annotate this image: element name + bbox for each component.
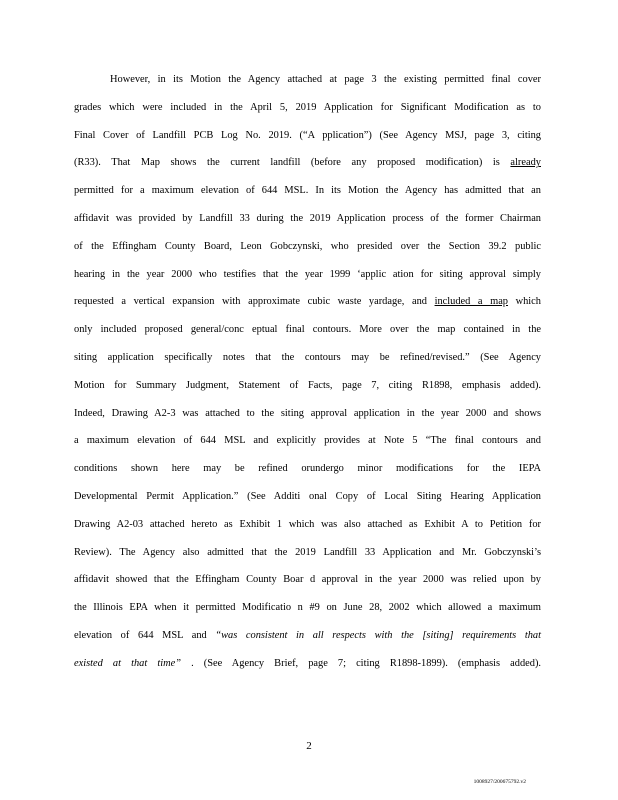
text-line: conditions shown here may be refined orundergo minor modifications for the IEPA: [74, 463, 541, 475]
text-segment: requested a vertical expansion with approximate cubic waste yardage, and: [74, 296, 435, 308]
italic-quote: “was consistent in all respects with the [siting] requirements that: [215, 629, 541, 641]
text-line: siting application specifically notes that the contours may be refined/revised.” (See Agency: [74, 351, 541, 363]
underlined-text: included a map: [434, 296, 509, 308]
text-line: affidavit was provided by Landfill 33 during the 2019 Application process of the former Chairman: [74, 212, 541, 224]
text-line: [74, 622, 541, 650]
text-line: [74, 288, 541, 316]
document-id: 1008927/200675792.v2: [473, 779, 526, 785]
text-line: only included proposed general/conc eptual final contours. More over the map contained in the: [74, 324, 541, 336]
italic-quote: existed at that time”: [74, 657, 182, 669]
text-line: the Illinois EPA when it permitted Modificatio n #9 on June 28, 2002 which allowed a maximum: [74, 602, 541, 614]
text-line: affidavit showed that the Effingham County Boar d approval in the year 2000 was relied upon by: [74, 574, 541, 586]
text-line: Review). The Agency also admitted that the 2019 Landfill 33 Application and Mr. Gobczynski’s: [74, 546, 541, 558]
text-line: grades which were included in the April 5, 2019 Application for Significant Modification as to: [74, 101, 541, 113]
text-line: permitted for a maximum elevation of 644 MSL. In its Motion the Agency has admitted that an: [74, 185, 541, 197]
text-segment: elevation of 644 MSL and: [74, 629, 216, 641]
text-line: Indeed, Drawing A2-3 was attached to the siting approval application in the year 2000 and shows: [74, 407, 541, 419]
text-line: Final Cover of Landfill PCB Log No. 2019. (“A pplication”) (See Agency MSJ, page 3, citing: [74, 129, 541, 141]
text-line: hearing in the year 2000 who testifies that the year 1999 ‘applic ation for siting approval simply: [74, 268, 541, 280]
text-segment: (R33). That Map shows the current landfill (before any proposed modification) is: [74, 157, 511, 169]
text-line: [74, 149, 541, 177]
text-line: Motion for Summary Judgment, Statement of Facts, page 7, citing R1898, emphasis added).: [74, 379, 541, 391]
underlined-text: already: [510, 157, 541, 169]
text-segment: . (See Agency Brief, page 7; citing R1898-1899). (emphasis added).: [181, 657, 542, 669]
text-line: Drawing A2-03 attached hereto as Exhibit 1 which was also attached as Exhibit A to Petition for: [74, 518, 541, 530]
text-segment: which: [508, 296, 541, 308]
text-line: a maximum elevation of 644 MSL and explicitly provides at Note 5 “The final contours and: [74, 435, 541, 447]
body-text: [74, 66, 541, 678]
text-line: of the Effingham County Board, Leon Gobczynski, who presided over the Section 39.2 public: [74, 240, 541, 252]
text-line: Developmental Permit Application.” (See Additi onal Copy of Local Siting Hearing Application: [74, 490, 541, 502]
page-number: 2: [306, 740, 312, 752]
text-line: [74, 650, 541, 678]
text-line: However, in its Motion the Agency attached at page 3 the existing permitted final cover: [110, 74, 541, 85]
